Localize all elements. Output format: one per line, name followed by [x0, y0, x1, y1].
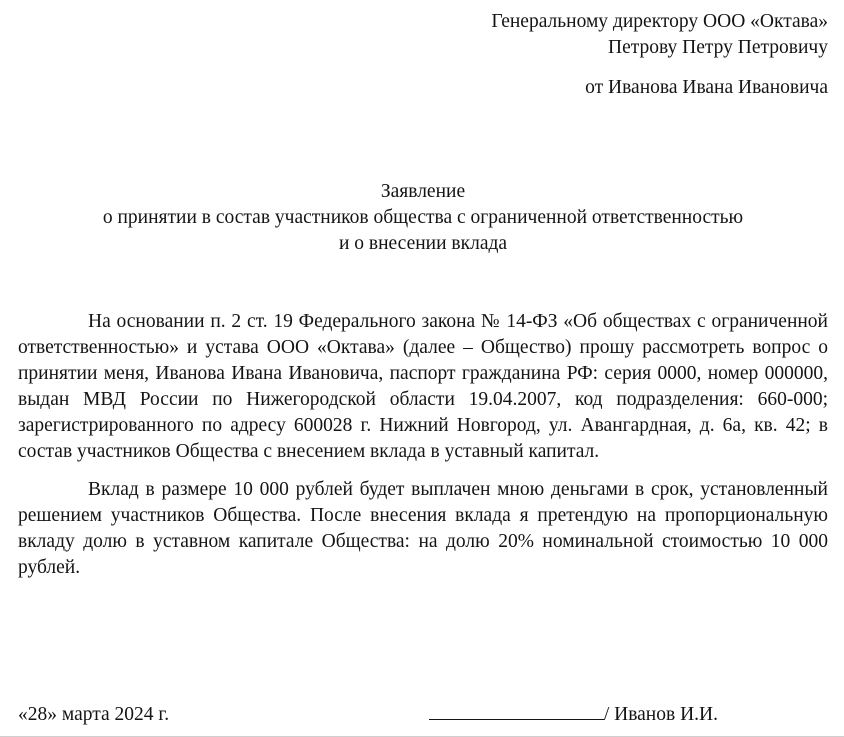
- signature-blank-line: [429, 718, 604, 720]
- body-paragraph-legal-basis: На основании п. 2 ст. 19 Федерального закона № 14-ФЗ «Об обществах с ограниченной ответственностью» и устава ООО «Октава» (далее – Общество) прошу рассмотреть вопрос о принятии меня, Иванова Ивана Ивановича, паспорт гражданина РФ: серия 0000, номер 000000, выдан МВД России по Нижегородской области 19.04.2007, код подразделения: 660-000; зарегистрированного по адресу 600028 г. Нижний Новгород, ул. Авангардная, д. 6а, кв. 42; в состав участников Общества с внесением вклада в уставный капитал.: [18, 311, 828, 462]
- sender-line: от Иванова Ивана Ивановича: [585, 77, 828, 98]
- document-title-line-1: Заявление: [380, 181, 466, 202]
- recipient-block: [18, 9, 828, 101]
- footer-row: [18, 702, 828, 728]
- signature-name: / Иванов И.И.: [603, 704, 718, 725]
- body-paragraph-contribution: Вклад в размере 10 000 рублей будет выплачен мною деньгами в срок, установленный решением участников Общества. После внесения вклада я претендую на пропорциональную вкладу долю в уставном капитале Общества: на долю 20% номинальной стоимостью 10 000 рублей.: [18, 479, 828, 578]
- document-title: [18, 179, 828, 257]
- document-title-line-3: и о внесении вклада: [338, 233, 508, 254]
- recipient-line-director: Генеральному директору ООО «Октава»: [491, 11, 828, 32]
- recipient-line-name: Петрову Петру Петровичу: [608, 37, 828, 58]
- signature-block: [429, 702, 828, 728]
- document-title-line-2: о принятии в состав участников общества с ограниченной ответственностью: [102, 207, 744, 228]
- date-text: «28» марта 2024 г.: [18, 704, 170, 725]
